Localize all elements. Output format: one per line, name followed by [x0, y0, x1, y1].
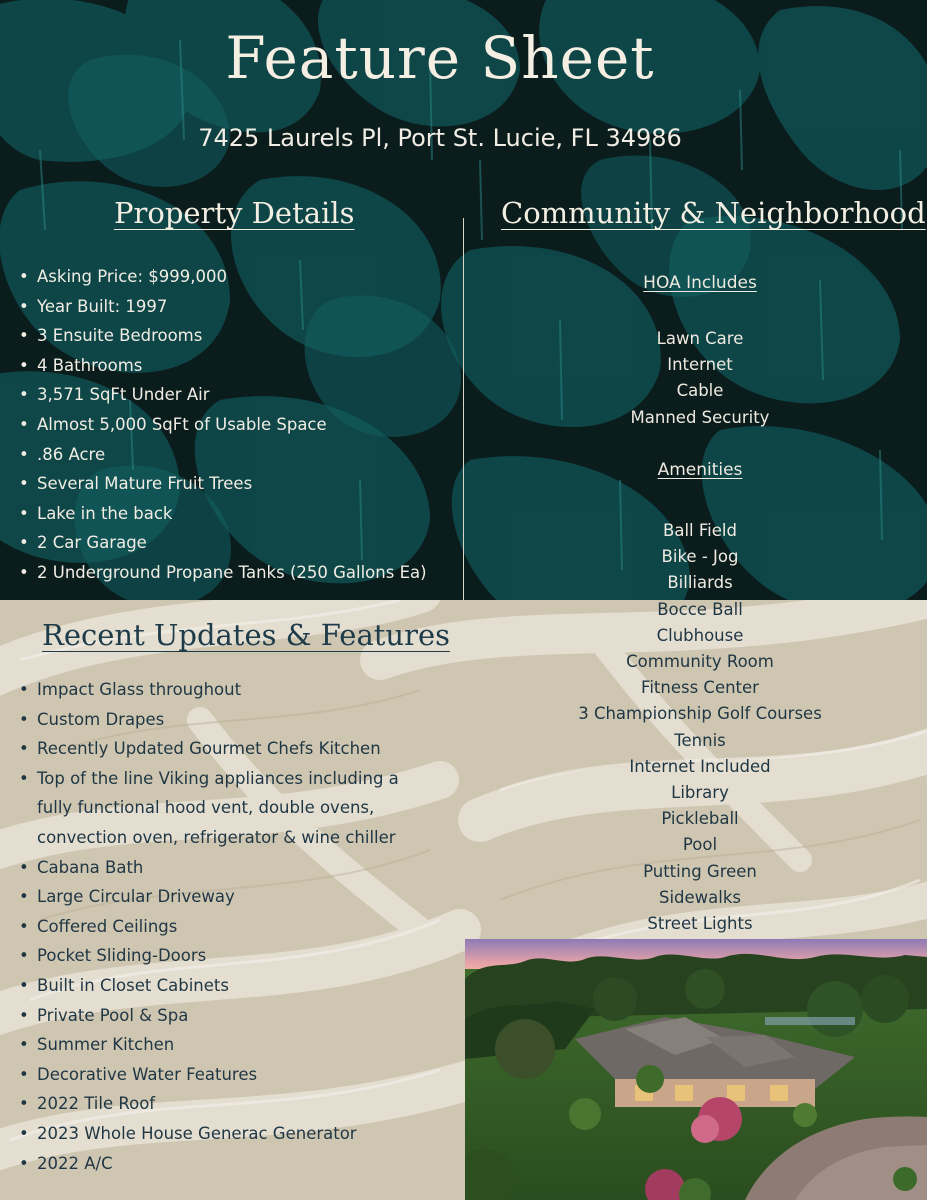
property-details-heading: Property Details: [114, 196, 355, 230]
list-item: • Asking Price: $999,000: [37, 262, 467, 292]
hoa-includes-heading: HOA Includes: [643, 273, 757, 293]
list-item: • 2022 A/C: [37, 1149, 437, 1179]
list-item: • Summer Kitchen: [37, 1030, 437, 1060]
list-item: • Impact Glass throughout: [37, 675, 437, 705]
list-item: Sidewalks: [658, 887, 742, 907]
list-item: • 4 Bathrooms: [37, 351, 467, 381]
list-item: • 2023 Whole House Generac Generator: [37, 1119, 437, 1149]
list-item: • Almost 5,000 SqFt of Usable Space: [37, 410, 467, 440]
list-item: • Recently Updated Gourmet Chefs Kitchen: [37, 734, 437, 764]
list-item: • 3 Ensuite Bedrooms: [37, 321, 467, 351]
list-item: • 2022 Tile Roof: [37, 1089, 437, 1119]
list-item: • Custom Drapes: [37, 705, 437, 735]
list-item: 3 Championship Golf Courses: [578, 704, 822, 724]
list-item: Billiards: [667, 573, 733, 593]
list-item: • Built in Closet Cabinets: [37, 971, 437, 1001]
list-item: • Year Built: 1997: [37, 292, 467, 322]
list-item: Internet Included: [629, 756, 771, 776]
list-item: Tennis: [674, 730, 726, 750]
list-item: • Cabana Bath: [37, 853, 437, 883]
list-item: Fitness Center: [641, 678, 759, 698]
list-item: • Decorative Water Features: [37, 1060, 437, 1090]
list-item: • Pocket Sliding-Doors: [37, 941, 437, 971]
list-item: Bocce Ball: [657, 599, 743, 619]
list-item: • Top of the line Viking appliances including a fully functional hood vent, double ovens, convection oven, refrigerator & wine chiller: [37, 764, 437, 853]
list-item: • Coffered Ceilings: [37, 912, 437, 942]
house-aerial-photo: [465, 939, 927, 1200]
recent-updates-list: [0, 675, 437, 1178]
list-item: Lawn Care: [656, 329, 744, 348]
list-item: Pickleball: [661, 809, 739, 829]
list-item: • Lake in the back: [37, 499, 467, 529]
recent-updates-heading: Recent Updates & Features: [42, 618, 450, 652]
list-item: • Private Pool & Spa: [37, 1001, 437, 1031]
column-divider: [463, 218, 464, 600]
list-item: • .86 Acre: [37, 440, 467, 470]
list-item: Street Lights: [647, 914, 753, 934]
list-item: Pool: [682, 835, 718, 855]
list-item: Library: [671, 783, 729, 803]
community-heading: Community & Neighborhood: [501, 196, 926, 230]
list-item: • Large Circular Driveway: [37, 882, 437, 912]
list-item: Cable: [676, 381, 724, 401]
list-item: Internet: [667, 355, 733, 375]
list-item: • 2 Underground Propane Tanks (250 Gallons Ea): [37, 558, 467, 588]
list-item: Putting Green: [643, 861, 757, 881]
property-address: 7425 Laurels Pl, Port St. Lucie, FL 34986: [198, 124, 682, 152]
list-item: • 3,571 SqFt Under Air: [37, 380, 467, 410]
page-title: Feature Sheet: [225, 24, 655, 92]
list-item: Community Room: [626, 652, 774, 672]
list-item: • 2 Car Garage: [37, 528, 467, 558]
property-details-list: [0, 262, 467, 588]
amenities-list: [560, 518, 840, 937]
list-item: Bike - Jog: [661, 547, 739, 567]
list-item: Clubhouse: [656, 625, 744, 645]
list-item: • Several Mature Fruit Trees: [37, 469, 467, 499]
amenities-heading: Amenities: [657, 460, 743, 480]
list-item: Ball Field: [663, 521, 737, 540]
hoa-includes-list: [560, 326, 840, 431]
list-item: Manned Security: [630, 407, 770, 427]
